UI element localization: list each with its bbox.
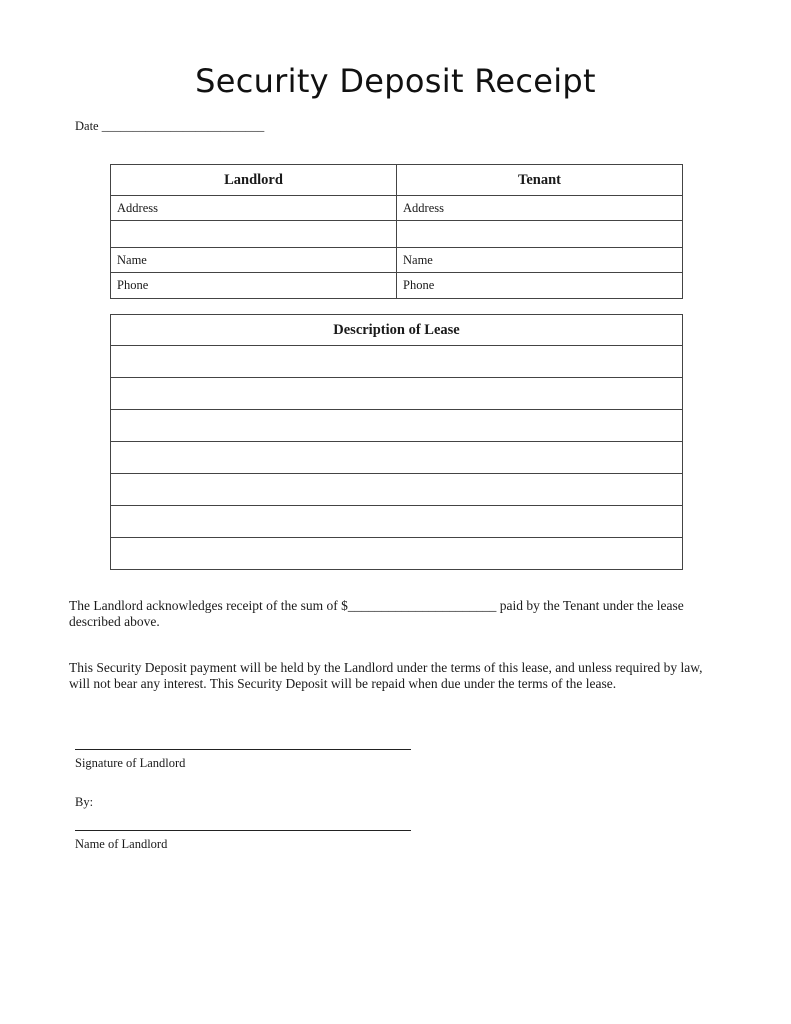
lease-description-row[interactable] [111,442,683,474]
lease-description-header: Description of Lease [111,315,683,346]
receipt-paragraph: The Landlord acknowledges receipt of the sum of $______________________ paid by the Tenant under the lease described above. [69,598,684,629]
lease-description-table [110,314,683,570]
signature-line[interactable] [75,749,411,750]
tenant-header: Tenant [397,165,683,196]
by-label: By: [75,795,94,809]
name-line[interactable] [75,830,411,831]
document-title: Security Deposit Receipt [195,62,596,100]
lease-description-row[interactable] [111,538,683,570]
terms-paragraph: This Security Deposit payment will be held by the Landlord under the terms of this lease, and unless required by law, will not bear any interest. This Security Deposit will be repaid when due under the terms of the lease. [69,660,703,691]
landlord-header: Landlord [111,165,397,196]
signature-label: Signature of Landlord [75,756,186,770]
lease-description-row[interactable] [111,378,683,410]
landlord-address-line2-cell[interactable] [111,221,397,248]
landlord-name-cell[interactable]: Name [111,248,397,273]
parties-table [110,164,683,299]
tenant-name-cell[interactable]: Name [397,248,683,273]
tenant-phone-cell[interactable]: Phone [397,273,683,299]
lease-description-row[interactable] [111,506,683,538]
lease-description-row[interactable] [111,474,683,506]
landlord-address-cell[interactable]: Address [111,196,397,221]
name-label: Name of Landlord [75,837,168,851]
tenant-address-cell[interactable]: Address [397,196,683,221]
lease-description-row[interactable] [111,346,683,378]
landlord-phone-cell[interactable]: Phone [111,273,397,299]
tenant-address-line2-cell[interactable] [397,221,683,248]
lease-description-row[interactable] [111,410,683,442]
date-field[interactable]: Date __________________________ [75,119,265,133]
